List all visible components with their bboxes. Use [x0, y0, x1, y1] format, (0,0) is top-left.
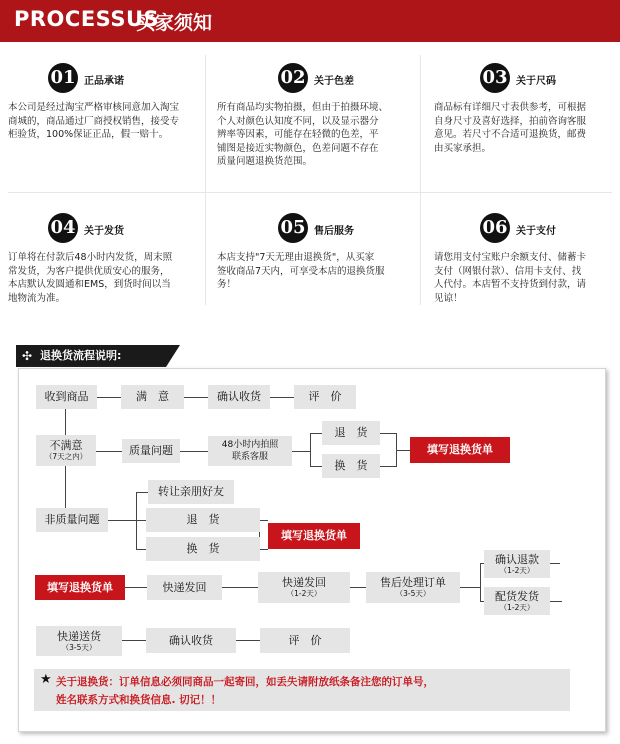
fill-form-button-2: 填写退换货单 — [268, 523, 360, 549]
page-title: 买家须知 — [136, 12, 213, 34]
divider — [205, 55, 206, 305]
step-redeliver: 配货发货 （1-2天） — [484, 587, 550, 615]
number-badge: 02 — [278, 63, 308, 93]
step-confirm-refund: 确认退款 （1-2天） — [484, 550, 550, 578]
step-non-quality: 非质量问题 — [36, 508, 108, 532]
notice-title: 关于色差 — [314, 76, 354, 87]
step-return-1: 退 货 — [322, 421, 380, 445]
notice-text: 订单将在付款后48小时内发货，周末照 常发货，为客户提供优质安心的服务， 本店默认发圆通和EMS，到货时间以当 地物流为准。 — [8, 252, 173, 304]
step-satisfied: 满 意 — [121, 385, 184, 409]
notice-title: 关于发货 — [84, 226, 124, 237]
fill-form-button-1: 填写退换货单 — [410, 437, 510, 463]
brand-title: PROCESSUS — [14, 7, 160, 31]
step-ship-back: 快递发回 — [147, 575, 222, 600]
step-delivery: 快递送货 （3-5天） — [36, 626, 122, 656]
notice-text: 本店支持"7天无理由退换货"，从买家 签收商品7天内，可享受本店的退换货服 务！ — [217, 252, 385, 290]
notice-title: 关于尺码 — [516, 76, 556, 87]
return-note: ★ 关于退换货：订单信息必须同商品一起寄回，如丢失请附放纸条备注您的订单号， 姓名联系方式和换货信息. 切记！！ — [34, 669, 570, 711]
step-return-2: 退 货 — [146, 508, 260, 532]
notice-text: 商品标有详细尺寸表供参考，可根据 自身尺寸及喜好选择，拍前咨询客服 意见。若尺寸不合适可退换货，邮费 由买家承担。 — [434, 102, 587, 154]
notice-text: 所有商品均实物拍摄，但由于拍摄环境、 个人对颜色认知度不同，以及显示器分 辨率等因素，可能存在轻微的色差，平 铺图是接近实物颜色，色差问题不存在 质量问题退换货范围。 — [217, 102, 389, 167]
header-bar — [0, 0, 620, 42]
move-arrows-icon: ✣ — [22, 349, 33, 363]
step-exchange-1: 换 货 — [322, 454, 380, 478]
divider — [420, 55, 421, 305]
notice-title: 售后服务 — [314, 226, 354, 237]
step-confirm-receipt-2: 确认收货 — [146, 628, 236, 653]
step-quality-issue: 质量问题 — [122, 439, 180, 463]
step-received: 收到商品 — [36, 385, 97, 409]
fill-form-button-3: 填写退换货单 — [35, 575, 125, 600]
step-transfer: 转让亲朋好友 — [148, 480, 234, 504]
notice-title: 关于支付 — [516, 226, 556, 237]
number-badge: 04 — [48, 213, 78, 243]
step-photo-contact: 48小时内拍照 联系客服 — [208, 436, 292, 466]
star-icon: ★ — [40, 672, 52, 687]
number-badge: 06 — [480, 213, 510, 243]
step-after-sale: 售后处理订单 （3-5天） — [366, 572, 460, 603]
step-ship-back-2: 快递发回 （1-2天） — [258, 572, 350, 603]
step-review: 评 价 — [294, 385, 356, 409]
step-review-2: 评 价 — [260, 628, 350, 653]
number-badge: 05 — [278, 213, 308, 243]
notice-title: 正品承诺 — [84, 76, 124, 87]
step-unsatisfied: 不满意 （7天之内） — [36, 435, 96, 466]
step-confirm-receipt: 确认收货 — [208, 385, 270, 409]
number-badge: 03 — [480, 63, 510, 93]
step-exchange-2: 换 货 — [146, 537, 260, 561]
flow-heading: ✣ 退换货流程说明: — [16, 345, 166, 367]
notice-text: 请您用支付宝账户余额支付、储蓄卡 支付（网银付款）、信用卡支付、找 人代付。本店暂不支持货到付款，请 见谅！ — [434, 252, 587, 304]
number-badge: 01 — [48, 63, 78, 93]
divider — [8, 192, 612, 193]
notice-text: 本公司是经过淘宝严格审核同意加入淘宝 商城的，商品通过厂商授权销售，接受专 柜验货，100%保证正品，假一赔十。 — [8, 102, 180, 140]
